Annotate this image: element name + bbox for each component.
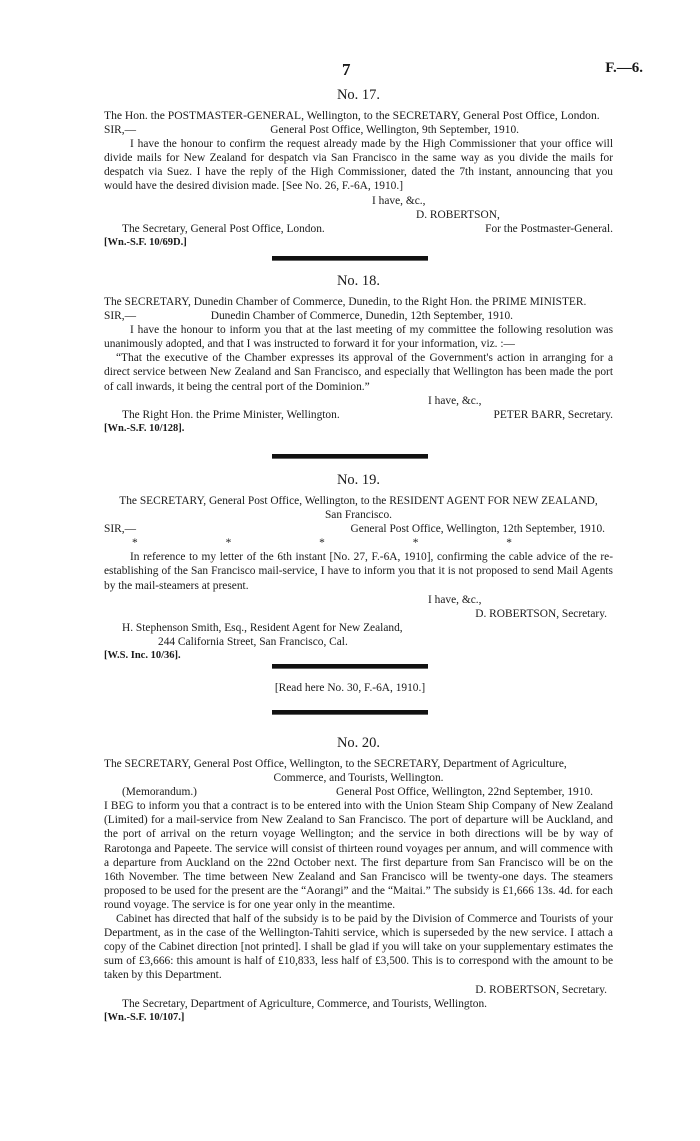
salutation-row <box>104 123 613 137</box>
letter-heading: The SECRETARY, General Post Office, Wellington, to the RESIDENT AGENT FOR NEW ZEALAND, <box>119 495 598 507</box>
addressee-address: 244 California Street, San Francisco, Cal. <box>158 635 348 648</box>
letter-body: In reference to my letter of the 6th instant [No. 27, F.-6A, 1910], confirming the cable advice of the re-establishing of the San Francisco mail-service, I have to inform you that it is not proposed to send Mail Agents by the mail-steamers at present. <box>104 551 613 592</box>
letter-no-18 <box>104 272 613 436</box>
letter-number: No. 18. <box>336 273 381 289</box>
salutation: SIR,— <box>104 310 136 323</box>
salutation-row <box>104 309 613 323</box>
letter-number: No. 20. <box>336 735 381 751</box>
omission-marks <box>132 536 512 550</box>
section-divider <box>272 710 428 715</box>
read-here-note: [Read here No. 30, F.-6A, 1910.] <box>274 682 426 694</box>
omission-star: * <box>319 537 325 550</box>
letter-heading-continued: Commerce, and Tourists, Wellington. <box>273 772 444 785</box>
salutation-row <box>104 522 613 536</box>
addressee: H. Stephenson Smith, Esq., Resident Agent for New Zealand, <box>122 621 403 634</box>
signer-title: For the Postmaster-General. <box>485 222 613 235</box>
section-divider <box>272 454 428 459</box>
closing: I have, &c., <box>428 593 482 606</box>
dateline: General Post Office, Wellington, 22nd September, 1910. <box>336 786 593 799</box>
letter-body: I have the honour to inform you that at the last meeting of my committee the following resolution was unanimously adopted, and that I was instructed to forward it for your information, viz. :— <box>104 324 613 351</box>
letter-body: I have the honour to confirm the request already made by the High Commissioner that your office will divide mails for New Zealand for despatch via San Francisco in the same way as you divide the mails for despatch via Suez. I have the reply of the High Commissioner, dated the 7th instant, announcing that you would have the desired division made. [See No. 26, F.-6A, 1910.] <box>104 138 613 193</box>
memorandum-label: (Memorandum.) <box>122 786 197 799</box>
letter-heading: The SECRETARY, Dunedin Chamber of Commerce, Dunedin, to the Right Hon. the PRIME MINISTER. <box>104 296 587 308</box>
file-reference: [Wn.-S.F. 10/107.] <box>104 1011 185 1023</box>
quoted-resolution: “That the executive of the Chamber expresses its approval of the Government's action in arranging for a direct service between New Zealand and San Francisco, and especially that Wellington has been made the port of call inwards, it being the central port of the Dominion.” <box>104 352 613 393</box>
salutation: SIR,— <box>104 124 136 137</box>
omission-star: * <box>412 537 419 550</box>
addressee: The Secretary, Department of Agriculture, Commerce, and Tourists, Wellington. <box>122 997 488 1010</box>
dateline: General Post Office, Wellington, 12th September, 1910. <box>350 523 605 536</box>
dateline: General Post Office, Wellington, 9th September, 1910. <box>270 124 519 137</box>
file-reference: [W.S. Inc. 10/36]. <box>104 650 181 662</box>
letter-no-19 <box>104 471 613 663</box>
section-divider <box>272 256 428 261</box>
memo-body-continued: Cabinet has directed that half of the subsidy is to be paid by the Division of Commerce and Tourists of your Department, as in the case of the Wellington-Tahiti service, which is superseded by the new service. I attach a copy of the Cabinet direction [not printed]. I shall be glad if you will take on your supplementary estimates the sum of £3,666: this amount is half of £10,833, less half of £3,500. This is to correspond with the amount to be taken by this Department. <box>104 913 613 982</box>
signer: D. ROBERTSON, Secretary. <box>475 983 607 996</box>
page-number: 7 <box>342 60 351 79</box>
omission-star: * <box>506 537 512 550</box>
dateline: Dunedin Chamber of Commerce, Dunedin, 12th September, 1910. <box>210 310 513 323</box>
signer: D. ROBERTSON, Secretary. <box>475 607 607 620</box>
letter-number: No. 17. <box>336 87 381 103</box>
letter-no-20 <box>104 734 613 1025</box>
letter-heading-continued: San Francisco. <box>324 509 393 522</box>
closing: I have, &c., <box>428 394 482 407</box>
document-reference: F.—6. <box>605 60 643 76</box>
letter-heading: The Hon. the POSTMASTER-GENERAL, Wellington, to the SECRETARY, General Post Office, London. <box>104 109 600 122</box>
addressee: The Right Hon. the Prime Minister, Wellington. <box>122 408 340 421</box>
addressee-row <box>104 408 613 422</box>
file-reference: [Wn.-S.F. 10/69D.] <box>104 236 187 248</box>
addressee-row <box>104 222 613 236</box>
section-divider <box>272 664 428 669</box>
memo-body: I BEG to inform you that a contract is to be entered into with the Union Steam Ship Company of New Zealand (Limited) for a mail-service from New Zealand to San Francisco. The port of departure will be Auckland, and the port of arrival on the return voyage Wellington; and the service in both directions will be by way of Rarotonga and Papeete. The service will consist of thirteen round voyages per annum, and will commence with a departure from Auckland on the 22nd October next. The first departure from San Francisco will be on the 16th November. The time between New Zealand and San Francisco will be twenty-one days. The steamers proposed to be used for the present are the “Aorangi” and the “Maitai.” The subsidy is £1,666 13s. 4d. for each round voyage. The service is for one year only in the meantime. <box>104 800 613 911</box>
file-reference: [Wn.-S.F. 10/128]. <box>104 422 185 434</box>
letter-heading: The SECRETARY, General Post Office, Wellington, to the SECRETARY, Department of Agriculture, <box>104 758 567 770</box>
letter-number: No. 19. <box>336 472 381 488</box>
omission-star: * <box>225 537 232 550</box>
signer: PETER BARR, Secretary. <box>493 408 613 421</box>
letter-no-17 <box>104 86 613 250</box>
memo-row <box>104 785 613 799</box>
signer: D. ROBERTSON, <box>416 208 500 221</box>
salutation: SIR,— <box>104 523 136 536</box>
omission-star: * <box>132 537 138 550</box>
closing: I have, &c., <box>372 194 426 207</box>
addressee: The Secretary, General Post Office, London. <box>122 222 325 235</box>
